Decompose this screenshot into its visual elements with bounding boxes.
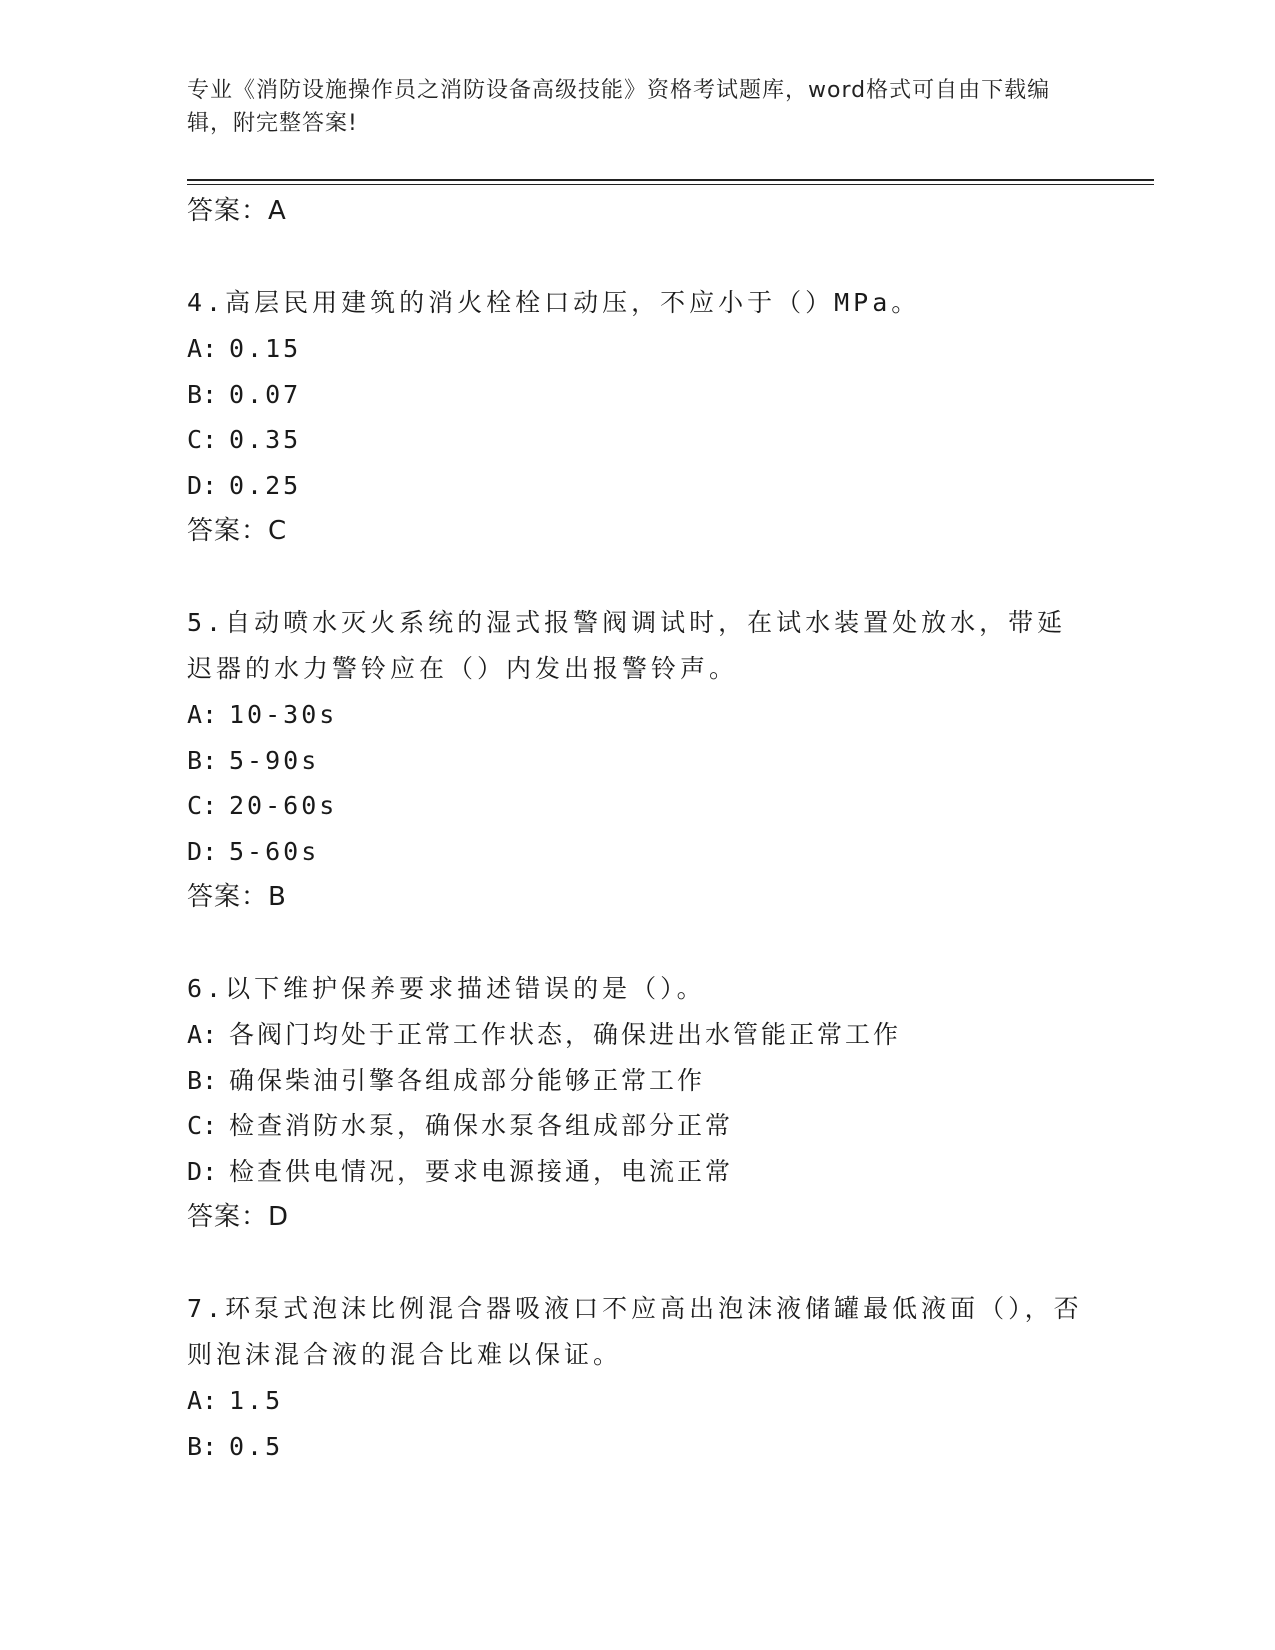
- option-label: A:: [187, 334, 218, 363]
- option-label: C:: [187, 1111, 218, 1140]
- question-number: 4.: [187, 288, 226, 317]
- option-text: 0.15: [229, 334, 302, 363]
- option-text: 20-60s: [229, 791, 338, 820]
- question-number: 5.: [187, 608, 226, 637]
- option-d: [187, 463, 1087, 509]
- option-label: A:: [187, 1386, 218, 1415]
- question-list: [187, 188, 1087, 1469]
- question-text: [187, 966, 1087, 1012]
- option-c: [187, 1103, 1087, 1149]
- question-text: [187, 1286, 1087, 1378]
- option-text: 5-90s: [229, 745, 320, 775]
- option-text: 0.5: [229, 1431, 284, 1461]
- question-stem: 高层民用建筑的消火栓栓口动压，不应小于（）MPa。: [225, 288, 921, 317]
- option-a: [187, 326, 1087, 372]
- question-4: [187, 280, 1087, 554]
- option-text: 5-60s: [229, 836, 320, 866]
- option-a: [187, 1378, 1087, 1424]
- spacer: [187, 1240, 1087, 1286]
- option-label: A:: [187, 1020, 218, 1049]
- document-header: 专业《消防设施操作员之消防设备高级技能》资格考试题库，word格式可自由下载编辑，附完整答案!: [187, 78, 1051, 136]
- option-b: [187, 1424, 1087, 1470]
- option-c: [187, 417, 1087, 463]
- option-c: [187, 783, 1087, 829]
- header-rule-thin: [187, 184, 1154, 185]
- option-text: 各阀门均处于正常工作状态，确保进出水管能正常工作: [229, 1020, 902, 1049]
- option-label: A:: [187, 700, 218, 729]
- option-label: C:: [187, 425, 218, 454]
- option-label: B:: [187, 1065, 218, 1095]
- option-a: [187, 692, 1087, 738]
- option-label: D:: [187, 470, 218, 500]
- option-text: 0.25: [229, 470, 302, 500]
- answer: 答案：D: [187, 1202, 290, 1232]
- option-label: B:: [187, 745, 218, 775]
- question-text: [187, 280, 1087, 326]
- answer: 答案：C: [187, 516, 288, 546]
- question-number: 6.: [187, 974, 226, 1003]
- spacer: [187, 554, 1087, 600]
- option-label: B:: [187, 379, 218, 409]
- option-text: 检查消防水泵，确保水泵各组成部分正常: [229, 1111, 734, 1140]
- question-text: [187, 600, 1087, 692]
- option-text: 1.5: [229, 1386, 284, 1415]
- question-number: 7.: [187, 1294, 226, 1323]
- option-d: [187, 1149, 1087, 1195]
- answer: 答案：B: [187, 882, 287, 912]
- option-text: 0.07: [229, 379, 302, 409]
- option-label: C:: [187, 791, 218, 820]
- option-a: [187, 1012, 1087, 1058]
- previous-answer: 答案：A: [187, 196, 287, 226]
- option-label: D:: [187, 836, 218, 866]
- header-rule-thick: [187, 179, 1154, 181]
- question-stem: 自动喷水灭火系统的湿式报警阀调试时，在试水装置处放水，带延迟器的水力警铃应在（）内发出报警铃声。: [187, 608, 1067, 683]
- option-label: B:: [187, 1431, 218, 1461]
- question-stem: 环泵式泡沫比例混合器吸液口不应高出泡沫液储罐最低液面（），否则泡沫混合液的混合比难以保证。: [187, 1294, 1083, 1369]
- question-6: [187, 966, 1087, 1240]
- spacer: [187, 920, 1087, 966]
- question-5: [187, 600, 1087, 920]
- spacer: [187, 234, 1087, 280]
- option-label: D:: [187, 1156, 218, 1186]
- question-stem: 以下维护保养要求描述错误的是（）。: [225, 974, 706, 1003]
- option-text: 10-30s: [229, 700, 338, 729]
- option-text: 检查供电情况，要求电源接通，电流正常: [229, 1156, 734, 1186]
- option-d: [187, 829, 1087, 875]
- option-text: 确保柴油引擎各组成部分能够正常工作: [229, 1065, 706, 1095]
- option-text: 0.35: [229, 425, 302, 454]
- question-7: [187, 1286, 1087, 1469]
- option-b: [187, 372, 1087, 418]
- option-b: [187, 738, 1087, 784]
- option-b: [187, 1058, 1087, 1104]
